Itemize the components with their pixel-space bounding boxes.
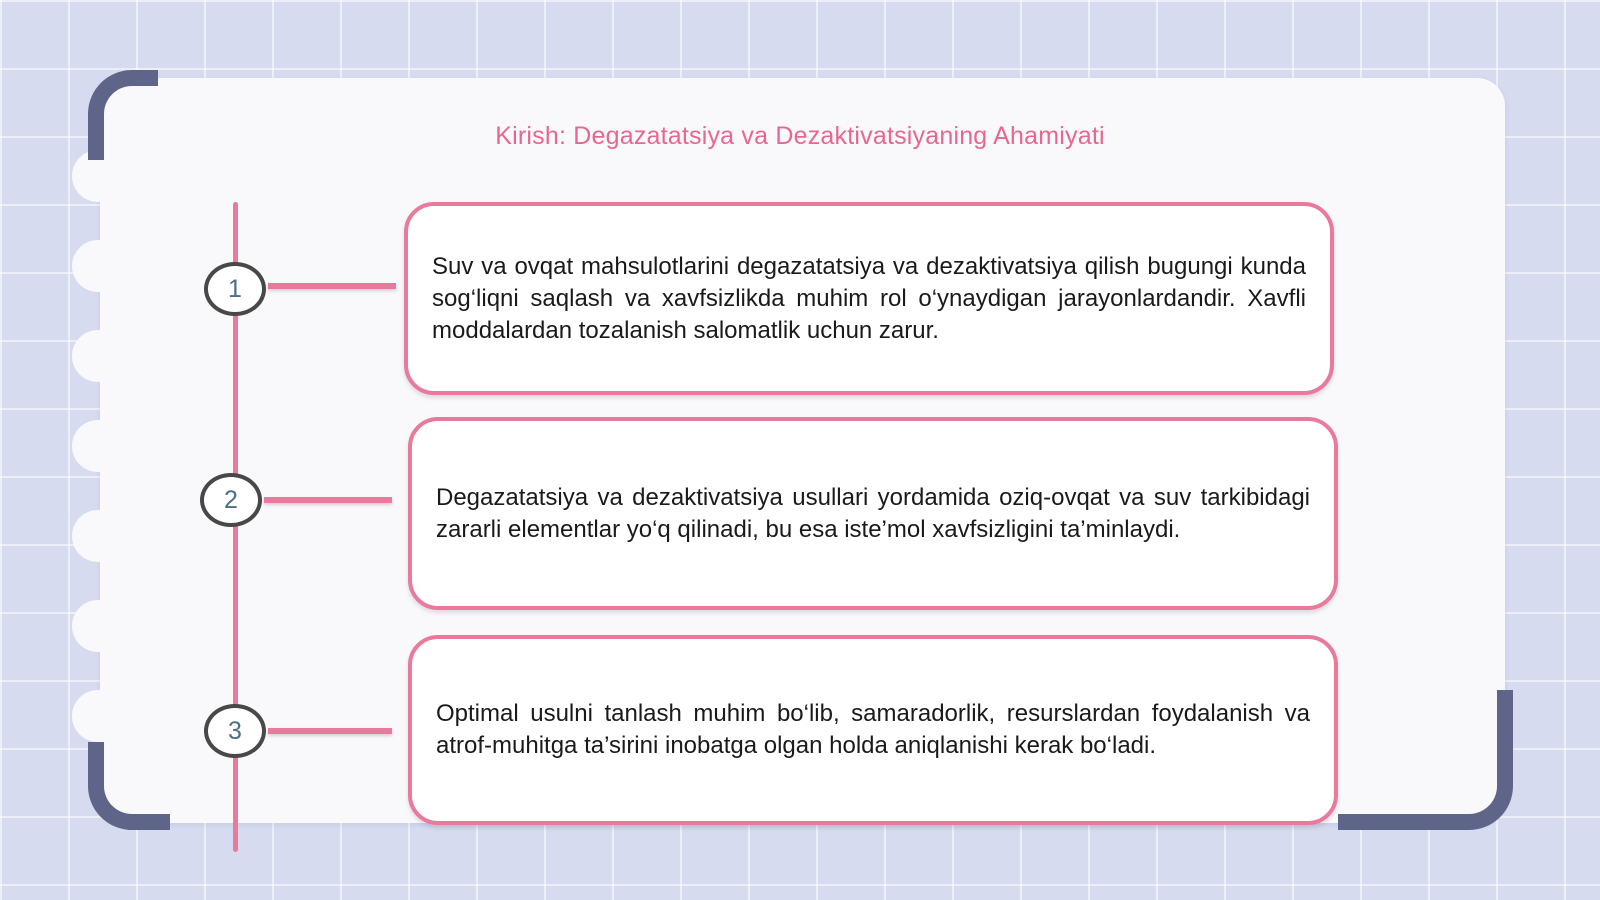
scallop-decoration: [72, 600, 124, 652]
step-text: Optimal usulni tanlash muhim bo‘lib, samaradorlik, resurslardan foydalanish va atrof-muhitga ta’sirini inobatga olgan holda aniqlanishi kerak bo‘ladi.: [436, 700, 1310, 759]
step-number-badge: [200, 473, 262, 527]
scallop-decoration: [72, 510, 124, 562]
step-number: 2: [224, 485, 238, 514]
scallop-decoration: [72, 240, 124, 292]
scallop-decoration: [72, 420, 124, 472]
step-number: 3: [228, 716, 242, 745]
step-text: Degazatatsiya va dezaktivatsiya usullari yordamida oziq-ovqat va suv tarkibidagi zararli elementlar yo‘q qilinadi, bu esa iste’mol xavfsizligini ta’minlaydi.: [436, 483, 1310, 543]
scallop-decoration: [72, 330, 124, 382]
step-connector: [268, 283, 396, 289]
corner-bracket-bottom-left: [88, 742, 170, 830]
step-card: [408, 635, 1338, 825]
corner-bracket-bottom-right: [1338, 690, 1513, 830]
step-connector: [264, 497, 392, 503]
step-number: 1: [228, 274, 242, 303]
step-number-badge: [204, 262, 266, 316]
step-connector: [268, 728, 392, 734]
step-card: [408, 417, 1338, 610]
step-card: [404, 202, 1334, 395]
slide-title: Kirish: Degazatatsiya va Dezaktivatsiyaning Ahamiyati: [495, 122, 1105, 150]
scallop-decoration: [72, 690, 124, 742]
step-text: Suv va ovqat mahsulotlarini degazatatsiya va dezaktivatsiya qilish bugungi kunda sog‘liqni saqlash va xavfsizlikda muhim rol o‘ynaydigan jarayonlardandir. Xavfli moddalardan tozalanish salomatlik uchun zarur.: [432, 252, 1306, 344]
step-number-badge: [204, 704, 266, 758]
